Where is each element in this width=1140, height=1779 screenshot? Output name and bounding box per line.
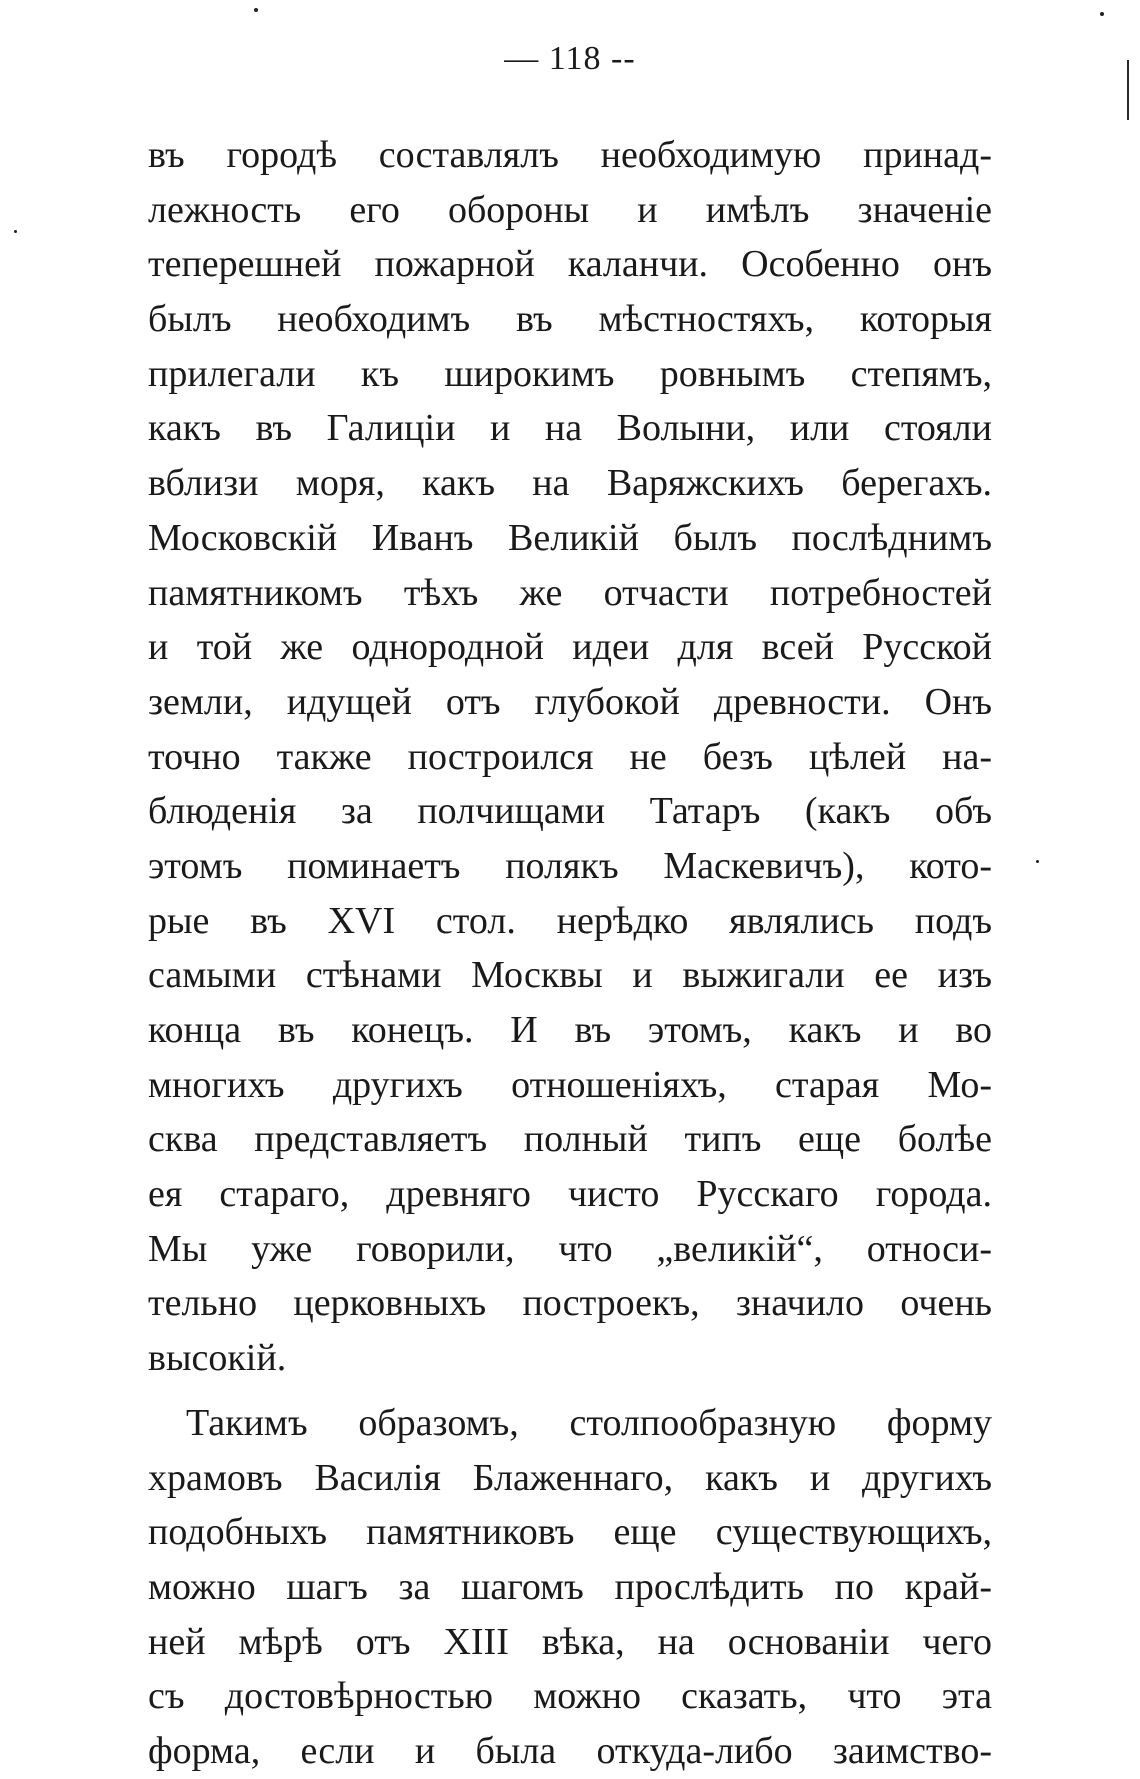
text-line: памятникомъ тѣхъ же отчасти потребностей	[148, 571, 992, 614]
print-speck	[14, 230, 17, 233]
text-line: Московскій Иванъ Великій былъ послѣднимъ	[148, 516, 992, 559]
text-line: подобныхъ памятниковъ еще существующихъ,	[148, 1511, 992, 1554]
text-line: можно шагъ за шагомъ прослѣдить по край-	[148, 1565, 992, 1608]
text-line: земли, идущей отъ глубокой древности. Онъ	[148, 680, 992, 723]
page-number: — 118 --	[504, 40, 636, 77]
text-line: и той же однородной идеи для всей Русской	[148, 626, 992, 669]
body-text	[148, 128, 992, 1779]
text-line: лежность его обороны и имѣлъ значеніе	[148, 188, 992, 231]
text-line: блюденія за полчищами Татаръ (какъ объ	[148, 790, 992, 833]
text-line: форма, если и была откуда-либо заимство-	[148, 1729, 992, 1772]
print-speck	[254, 8, 258, 12]
text-line: тельно церковныхъ построекъ, значило очень	[148, 1282, 992, 1325]
text-line: этомъ поминаетъ полякъ Маскевичъ), кото-	[148, 844, 992, 887]
print-speck	[1100, 12, 1104, 16]
paragraph-gap	[148, 1386, 992, 1396]
text-line: былъ необходимъ въ мѣстностяхъ, которыя	[148, 298, 992, 341]
text-line: Такимъ образомъ, столпообразную форму	[186, 1401, 992, 1444]
text-line: сква представляетъ полный типъ еще болѣе	[148, 1118, 992, 1161]
text-line: какъ въ Галиціи и на Волыни, или стояли	[148, 407, 992, 450]
text-line: точно также построился не безъ цѣлей на-	[148, 735, 992, 778]
paragraph-1	[148, 128, 992, 1386]
text-line: высокій.	[148, 1337, 287, 1380]
text-line: конца въ конецъ. И въ этомъ, какъ и во	[148, 1009, 992, 1051]
text-line: въ городѣ составлялъ необходимую принад-	[148, 134, 992, 176]
text-line: самыми стѣнами Москвы и выжигали ее изъ	[148, 954, 992, 997]
text-line: ней мѣрѣ отъ XIII вѣка, на основаніи чего	[148, 1620, 992, 1663]
print-speck	[1036, 860, 1039, 863]
text-line: теперешней пожарной каланчи. Особенно онъ	[148, 243, 992, 286]
text-line: съ достовѣрностью можно сказать, что эта	[148, 1675, 992, 1718]
text-line: храмовъ Василія Блаженнаго, какъ и другихъ	[148, 1456, 992, 1499]
text-line: вблизи моря, какъ на Варяжскихъ берегахъ.	[148, 462, 992, 505]
text-line: прилегали къ широкимъ ровнымъ степямъ,	[148, 352, 992, 395]
text-line: рые въ XVI стол. нерѣдко являлись подъ	[148, 899, 992, 942]
text-line: многихъ другихъ отношеніяхъ, старая Мо-	[148, 1063, 992, 1106]
text-line: ея стараго, древняго чисто Русскаго города.	[148, 1173, 992, 1216]
paragraph-2	[148, 1396, 992, 1779]
text-line: Мы уже говорили, что „великій“, относи-	[148, 1227, 992, 1270]
